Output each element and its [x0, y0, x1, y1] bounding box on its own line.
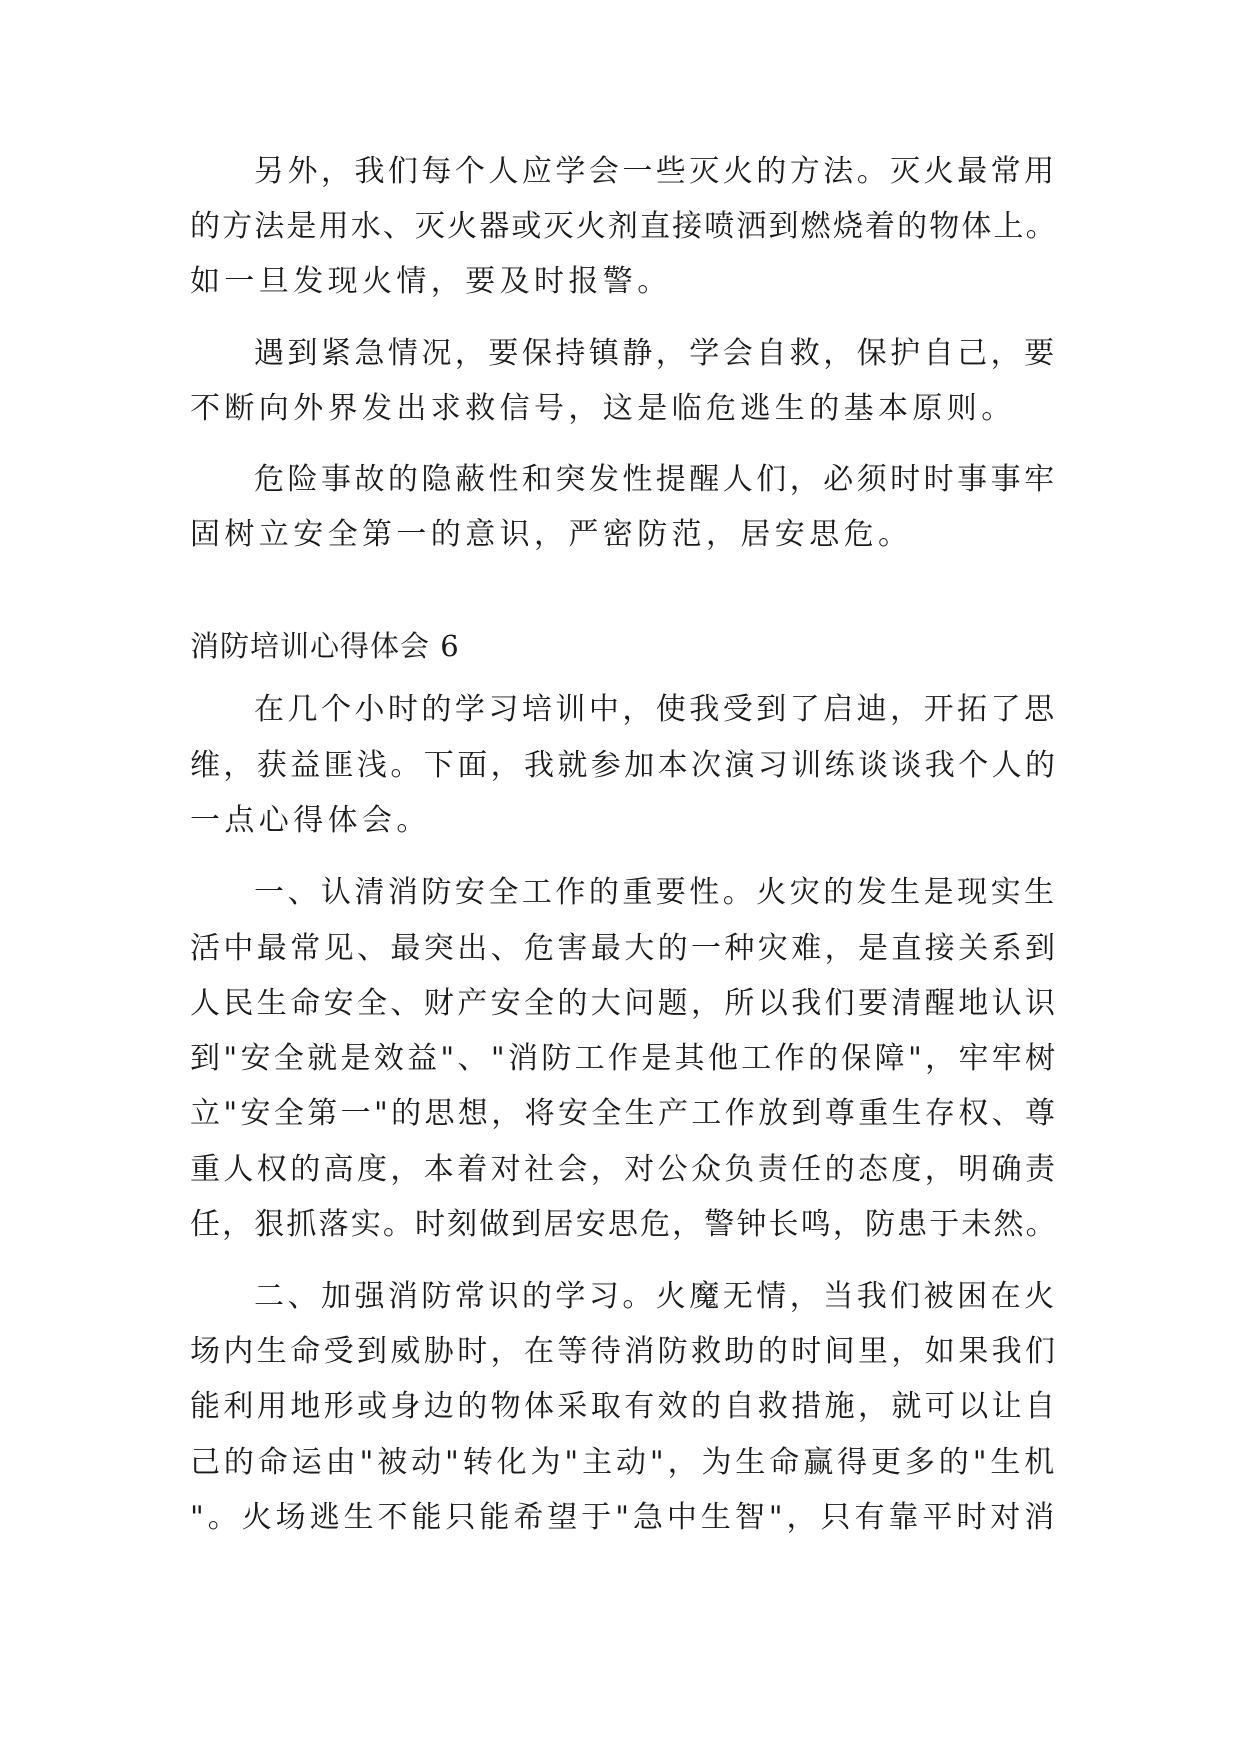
paragraph-line: 固树立安全第一的意识，严密防范，居安思危。	[190, 517, 913, 552]
paragraph-line: 任，狠抓落实。时刻做到居安思危，警钟长鸣，防患于未然。	[190, 1207, 1058, 1242]
paragraph-line: 己的命运由"被动"转化为"主动"，为生命赢得更多的"生机	[190, 1445, 1059, 1480]
paragraph-line: 不断向外界发出求救信号，这是临危逃生的基本原则。	[190, 391, 1016, 426]
section-heading: 消防培训心得体会 6	[190, 629, 460, 663]
paragraph-line: 一点心得体会。	[190, 803, 431, 838]
paragraph-line: 场内生命受到威胁时，在等待消防救助的时间里，如果我们	[190, 1334, 1059, 1369]
paragraph-line: 到"安全就是效益"、"消防工作是其他工作的保障"，牢牢树	[190, 1041, 1059, 1076]
paragraph-line: 二、加强消防常识的学习。火魔无情，当我们被困在火	[254, 1279, 1058, 1314]
paragraph-line: 能利用地形或身边的物体采取有效的自救措施，就可以让自	[190, 1389, 1059, 1424]
paragraph-line: 立"安全第一"的思想，将安全生产工作放到尊重生存权、尊	[190, 1096, 1059, 1131]
paragraph-line: "。火场逃生不能只能希望于"急中生智"，只有靠平时对消	[190, 1500, 1059, 1535]
paragraph-line: 在几个小时的学习培训中，使我受到了启迪，开拓了思	[254, 692, 1058, 727]
paragraph-line: 危险事故的隐蔽性和突发性提醒人们，必须时时事事牢	[254, 462, 1058, 497]
paragraph-line: 另外，我们每个人应学会一些灭火的方法。灭火最常用	[254, 154, 1058, 189]
paragraph-line: 一、认清消防安全工作的重要性。火灾的发生是现实生	[254, 875, 1058, 910]
paragraph-line: 重人权的高度，本着对社会，对公众负责任的态度，明确责	[190, 1152, 1059, 1187]
paragraph-line: 人民生命安全、财产安全的大问题，所以我们要清醒地认识	[190, 986, 1059, 1021]
paragraph-line: 的方法是用水、灭火器或灭火剂直接喷洒到燃烧着的物体上。	[190, 209, 1058, 244]
paragraph-line: 遇到紧急情况，要保持镇静，学会自救，保护自己，要	[254, 336, 1058, 371]
paragraph-line: 如一旦发现火情，要及时报警。	[190, 264, 672, 299]
paragraph-line: 活中最常见、最突出、危害最大的一种灾难，是直接关系到	[190, 931, 1059, 966]
paragraph-line: 维，获益匪浅。下面，我就参加本次演习训练谈谈我个人的	[190, 748, 1059, 783]
